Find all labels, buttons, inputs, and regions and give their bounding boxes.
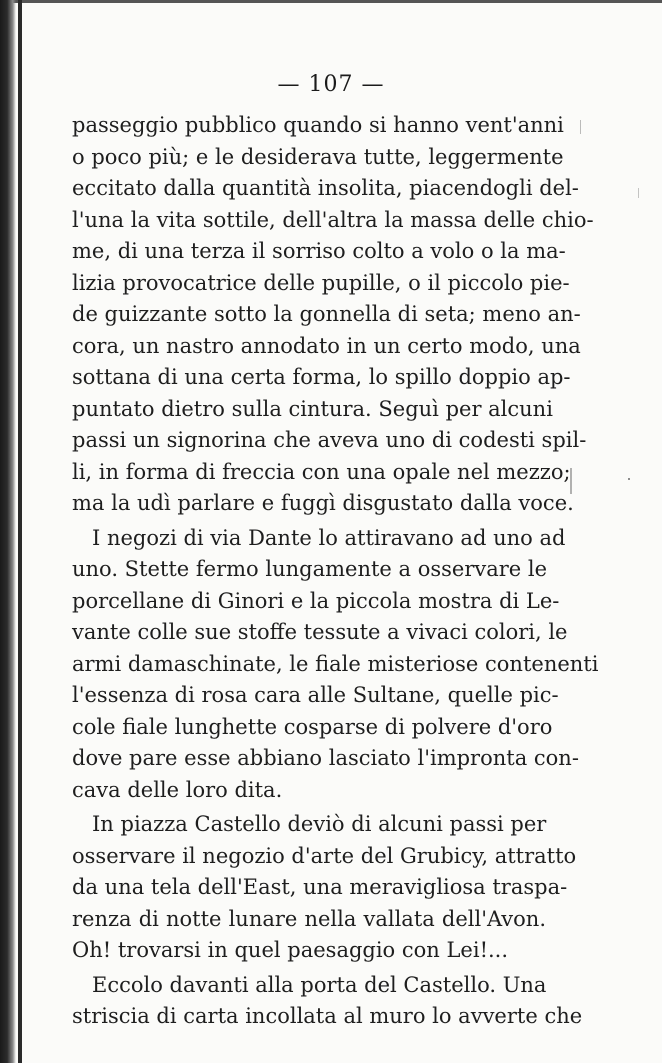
text-line: cava delle loro dita. <box>72 777 283 802</box>
text-line: lizia provocatrice delle pupille, o il piccolo pie- <box>72 270 570 295</box>
scan-speck <box>628 478 630 480</box>
text-line: cole fiale lunghette cosparse di polvere d'oro <box>72 714 553 739</box>
paragraph-3 <box>72 809 577 967</box>
text-line: o poco più; e le desiderava tutte, leggermente <box>72 144 564 169</box>
text-line: l'essenza di rosa cara alle Sultane, quelle pic- <box>72 683 559 707</box>
text-line: cora, un nastro annodato in un certo modo, una <box>72 333 581 358</box>
text-line: passeggio pubblico quando si hanno vent'anni <box>72 113 564 137</box>
binding-shadow <box>0 0 16 1063</box>
text-line: eccitato dalla quantità insolita, piacendogli del- <box>72 176 579 200</box>
text-line: ma la udì parlare e fuggì disgustato dalla voce. <box>72 491 574 515</box>
paragraph-4 <box>72 970 583 1033</box>
text-line: porcellane di Ginori e la piccola mostra di Le- <box>72 588 560 613</box>
text-line: me, di una terza il sorriso colto a volo o la ma- <box>72 239 566 263</box>
text-line: da una tela dell'East, una meravigliosa traspa- <box>72 875 568 899</box>
scan-speck <box>638 188 639 198</box>
scan-speck <box>570 468 572 494</box>
page-top-edge <box>0 0 662 3</box>
page-number: — 107 — <box>277 72 385 97</box>
text-line: osservare il negozio d'arte del Grubicy, attratto <box>72 843 577 868</box>
text-line: dove pare esse abbiano lasciato l'impronta con- <box>72 746 579 770</box>
text-line: Oh! trovarsi in quel paesaggio con Lei!... <box>72 938 509 962</box>
text-line: armi damaschinate, le fiale misteriose contenenti <box>72 651 599 676</box>
paragraph-2 <box>72 523 599 807</box>
text-line: de guizzante sotto la gonnella di seta; meno an- <box>72 302 581 326</box>
text-line: Eccolo davanti alla porta del Castello. Una <box>92 972 547 997</box>
text-line: vante colle sue stoffe tessute a vivaci colori, le <box>72 620 568 644</box>
text-line: renza di notte lunare nella vallata dell'Avon. <box>72 906 546 931</box>
text-line: I negozi di via Dante lo attiravano ad uno ad <box>92 525 566 550</box>
text-line: uno. Stette fermo lungamente a osservare le <box>72 557 548 581</box>
text-line: l'una la vita sottile, dell'altra la massa delle chio- <box>72 207 594 232</box>
binding-edge-line <box>18 0 22 1063</box>
text-line: passi un signorina che aveva uno di codesti spil- <box>72 428 587 452</box>
text-line: In piazza Castello deviò di alcuni passi per <box>92 812 547 836</box>
paragraph-1 <box>72 110 594 520</box>
scan-speck <box>580 120 581 134</box>
body-text <box>72 110 599 1033</box>
text-line: striscia di carta incollata al muro lo avverte che <box>72 1004 583 1028</box>
text-line: sottana di una certa forma, lo spillo doppio ap- <box>72 365 571 389</box>
text-line: li, in forma di freccia con una opale nel mezzo; <box>72 459 571 484</box>
text-line: puntato dietro sulla cintura. Seguì per alcuni <box>72 396 553 421</box>
